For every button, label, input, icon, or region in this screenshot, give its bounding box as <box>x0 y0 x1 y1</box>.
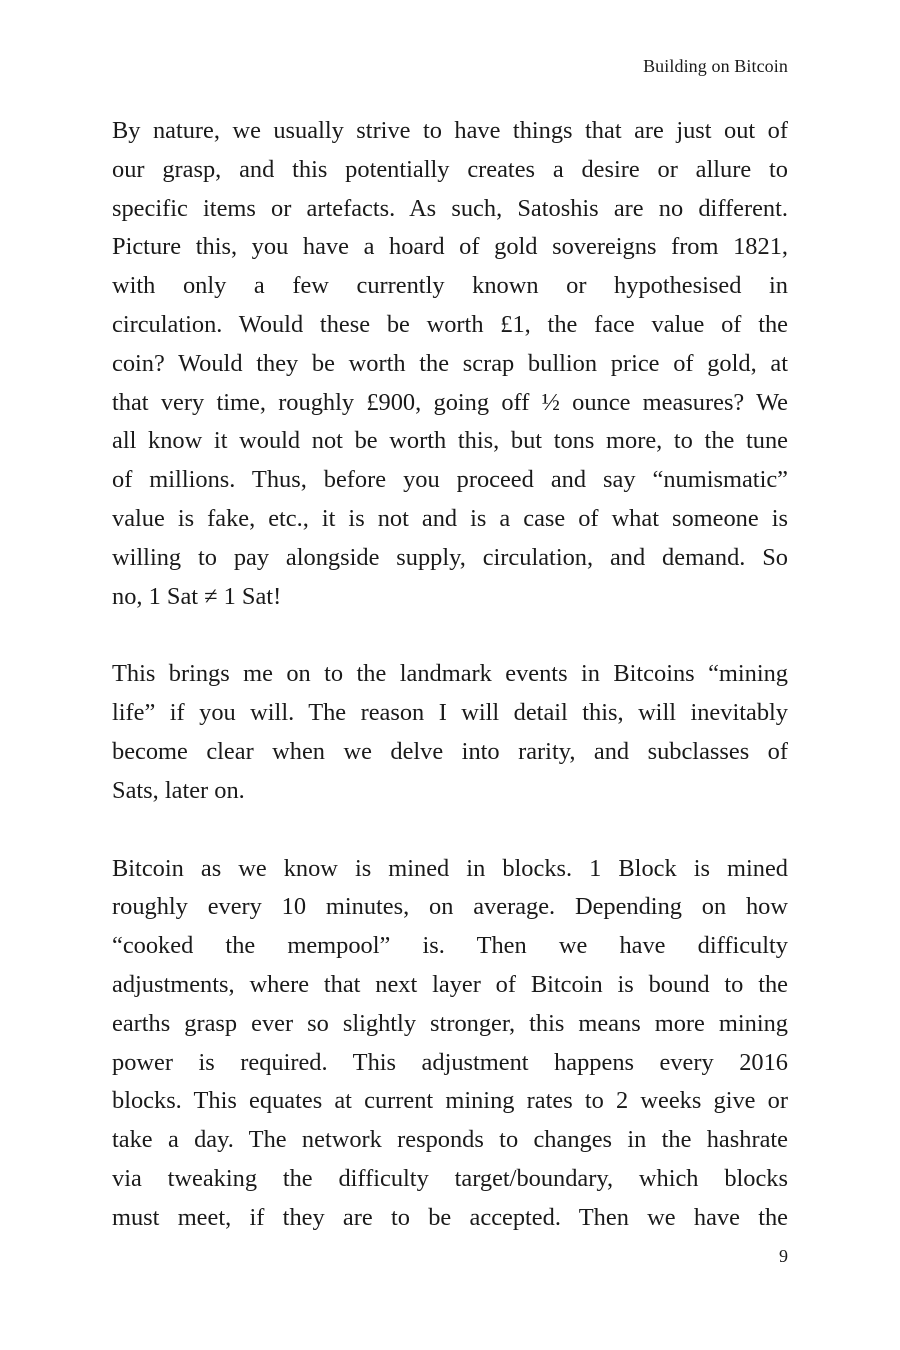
text-line: earths grasp ever so slightly stronger, this means more mining <box>112 1009 788 1037</box>
text-line: Bitcoin as we know is mined in blocks. 1 Block is mined <box>112 854 788 882</box>
text-line: take a day. The network responds to changes in the hashrate <box>112 1126 788 1154</box>
paragraph-1 <box>112 112 788 616</box>
text-line: all know it would not be worth this, but tons more, to the tune <box>112 427 788 455</box>
text-line: By nature, we usually strive to have things that are just out of <box>112 117 788 144</box>
text-line: Picture this, you have a hoard of gold sovereigns from 1821, <box>112 233 788 261</box>
text-line: circulation. Would these be worth £1, the face value of the <box>112 310 788 338</box>
text-line: This brings me on to the landmark events in Bitcoins “mining <box>112 660 788 688</box>
text-line: no, 1 Sat ≠ 1 Sat! <box>112 582 282 610</box>
text-line: via tweaking the difficulty target/boundary, which blocks <box>112 1164 788 1192</box>
body-text <box>112 112 788 1277</box>
text-line: that very time, roughly £900, going off ½ ounce measures? We <box>112 388 788 416</box>
text-line: specific items or artefacts. As such, Satoshis are no different. <box>112 194 788 222</box>
text-line: blocks. This equates at current mining rates to 2 weeks give or <box>112 1087 788 1115</box>
text-line: roughly every 10 minutes, on average. Depending on how <box>112 893 788 921</box>
text-line: power is required. This adjustment happens every 2016 <box>112 1048 788 1076</box>
paragraph-2 <box>112 655 788 810</box>
text-line: coin? Would they be worth the scrap bullion price of gold, at <box>112 349 788 377</box>
text-line: willing to pay alongside supply, circulation, and demand. So <box>112 543 788 571</box>
text-line: must meet, if they are to be accepted. Then we have the <box>112 1203 788 1231</box>
text-line: our grasp, and this potentially creates a desire or allure to <box>112 155 788 183</box>
text-line: become clear when we delve into rarity, and subclasses of <box>112 737 788 765</box>
text-line: life” if you will. The reason I will detail this, will inevitably <box>112 699 788 727</box>
text-line: with only a few currently known or hypothesised in <box>112 272 788 300</box>
page-number: 9 <box>779 1246 788 1266</box>
running-header: Building on Bitcoin <box>643 56 788 76</box>
text-line: “cooked the mempool” is. Then we have difficulty <box>112 932 788 960</box>
paragraph-3 <box>112 850 788 1238</box>
text-line: adjustments, where that next layer of Bitcoin is bound to the <box>112 970 788 998</box>
text-line: value is fake, etc., it is not and is a case of what someone is <box>112 504 788 532</box>
text-line: of millions. Thus, before you proceed and say “numismatic” <box>112 466 788 494</box>
text-line: Sats, later on. <box>112 776 245 804</box>
